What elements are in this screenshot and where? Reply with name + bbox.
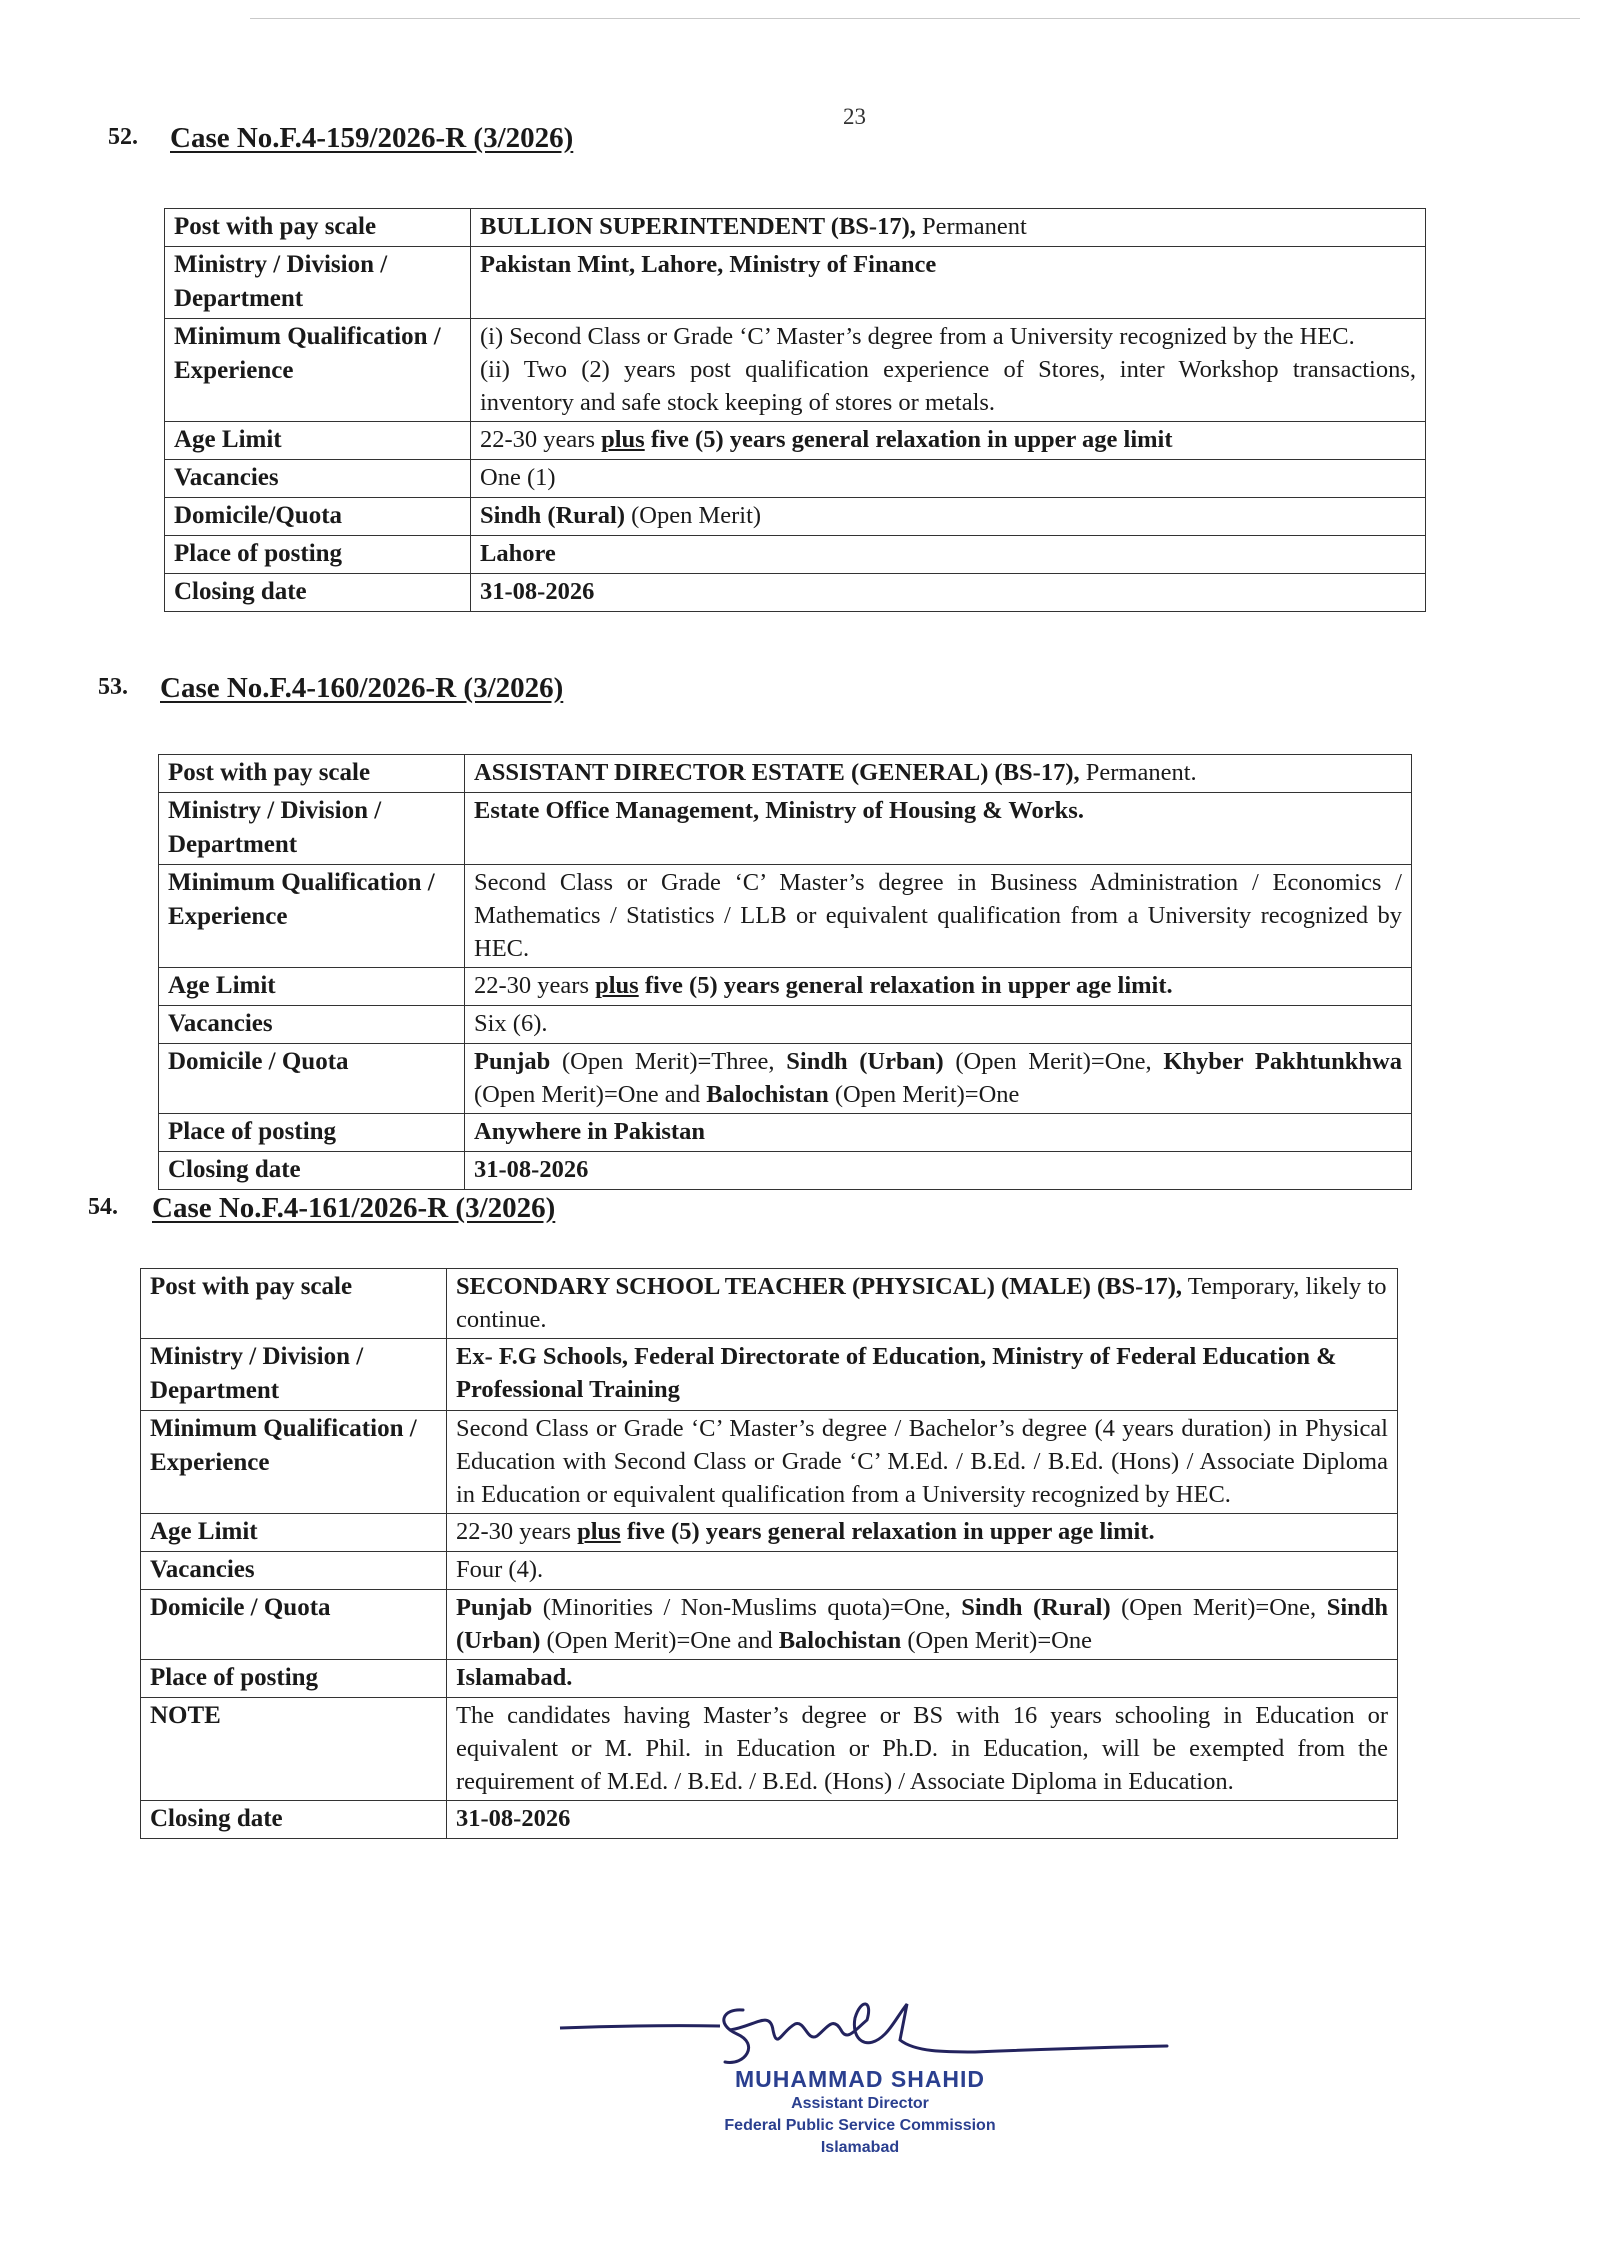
row-label: Vacancies [141, 1552, 447, 1590]
age-range: 22-30 years [456, 1518, 578, 1545]
table-row [159, 755, 1412, 793]
table-row [165, 319, 1426, 422]
qualification-item: (i) Second Class or Grade ‘C’ Master’s degree from a University recognized by the HEC. [480, 323, 1355, 350]
quota-detail: (Open Merit)=One [828, 1081, 1020, 1108]
row-value: 31-08-2026 [447, 1801, 1398, 1839]
row-value: Ex- F.G Schools, Federal Directorate of Education, Ministry of Federal Education & Professional Training [447, 1339, 1398, 1411]
age-plus: plus [601, 426, 645, 453]
row-value: Six (6). [465, 1006, 1412, 1044]
row-value [465, 755, 1412, 793]
row-value [465, 968, 1412, 1006]
table-row [159, 968, 1412, 1006]
domicile-quota: (Open Merit) [625, 502, 762, 529]
row-label: Ministry / Division / Department [159, 793, 465, 865]
post-title: ASSISTANT DIRECTOR ESTATE (GENERAL) (BS-17), [474, 759, 1080, 786]
row-label: Age Limit [165, 422, 471, 460]
post-status: Permanent [915, 213, 1027, 240]
post-status: Temporary, likely to continue. [456, 1273, 1387, 1333]
row-label: Closing date [141, 1801, 447, 1839]
row-value: Second Class or Grade ‘C’ Master’s degree / Bachelor’s degree (4 years duration) in Physical Education with Second Class or Grade ‘C’ M.Ed. / B.Ed. / B.Ed. (Hons) / Associate Diploma in Education or equivalent qualification from a University recognized by HEC. [447, 1411, 1398, 1514]
table-row [159, 1114, 1412, 1152]
vacancy-table [158, 754, 1412, 1190]
quota-detail: (Open Merit)=One, [1110, 1594, 1327, 1621]
post-title: SECONDARY SCHOOL TEACHER (PHYSICAL) (MALE) (BS-17), [456, 1273, 1183, 1300]
table-row [165, 247, 1426, 319]
table-row [159, 793, 1412, 865]
row-value: 31-08-2026 [471, 574, 1426, 612]
case-number: 53. [98, 674, 128, 700]
table-row [165, 422, 1426, 460]
row-label: Place of posting [165, 536, 471, 574]
age-plus: plus [595, 972, 639, 999]
row-label: Post with pay scale [159, 755, 465, 793]
row-value: Anywhere in Pakistan [465, 1114, 1412, 1152]
row-label: Minimum Qualification / Experience [141, 1411, 447, 1514]
quota-region: Balochistan [706, 1081, 829, 1108]
case-54 [88, 1192, 1410, 1839]
page-top-rule [250, 18, 1580, 19]
case-title: Case No.F.4-159/2026-R (3/2026) [170, 122, 574, 154]
row-value [471, 422, 1426, 460]
row-value: One (1) [471, 460, 1426, 498]
case-number: 52. [108, 124, 138, 150]
post-status: Permanent. [1079, 759, 1197, 786]
table-row [159, 1152, 1412, 1190]
case-title: Case No.F.4-160/2026-R (3/2026) [160, 672, 564, 704]
age-relaxation: five (5) years general relaxation in upper age limit [644, 426, 1173, 453]
age-relaxation: five (5) years general relaxation in upper age limit. [638, 972, 1173, 999]
row-label: NOTE [141, 1698, 447, 1801]
signatory-city: Islamabad [820, 2139, 900, 2156]
row-label: Place of posting [141, 1660, 447, 1698]
signatory-name: MUHAMMAD SHAHID [734, 2066, 986, 2092]
table-row [165, 460, 1426, 498]
domicile-region: Sindh (Rural) [480, 502, 626, 529]
row-value: Four (4). [447, 1552, 1398, 1590]
row-value [447, 1269, 1398, 1339]
table-row [141, 1590, 1398, 1660]
qualification-item: (ii) Two (2) years post qualification experience of Stores, inter Workshop transactions, inventory and safe stock keeping of stores or metals. [480, 356, 1416, 416]
row-value [471, 319, 1426, 422]
row-value: Lahore [471, 536, 1426, 574]
table-row [165, 498, 1426, 536]
table-row [159, 1006, 1412, 1044]
row-label: Closing date [159, 1152, 465, 1190]
row-value [447, 1514, 1398, 1552]
quota-detail: (Open Merit)=One [901, 1627, 1092, 1654]
age-range: 22-30 years [474, 972, 596, 999]
row-label: Post with pay scale [165, 209, 471, 247]
table-row [141, 1801, 1398, 1839]
table-row [141, 1552, 1398, 1590]
row-label: Vacancies [159, 1006, 465, 1044]
signatory-designation: Assistant Director [791, 2095, 929, 2112]
table-row [159, 1044, 1412, 1114]
table-row [141, 1660, 1398, 1698]
case-heading [108, 122, 1426, 208]
row-label: Minimum Qualification / Experience [165, 319, 471, 422]
quota-region: Punjab [456, 1594, 533, 1621]
row-label: Domicile/Quota [165, 498, 471, 536]
signatory-block [650, 2066, 1070, 2159]
row-label: Ministry / Division / Department [165, 247, 471, 319]
table-row [141, 1339, 1398, 1411]
table-row [165, 209, 1426, 247]
vacancy-table [164, 208, 1426, 612]
row-value: Pakistan Mint, Lahore, Ministry of Finance [471, 247, 1426, 319]
row-label: Vacancies [165, 460, 471, 498]
row-value: Islamabad. [447, 1660, 1398, 1698]
quota-detail: (Open Merit)=One and [540, 1627, 779, 1654]
case-title: Case No.F.4-161/2026-R (3/2026) [152, 1192, 556, 1224]
row-label: Domicile / Quota [141, 1590, 447, 1660]
quota-region: Khyber Pakhtunkhwa [1163, 1048, 1402, 1075]
row-label: Minimum Qualification / Experience [159, 865, 465, 968]
table-row [141, 1411, 1398, 1514]
table-row [165, 574, 1426, 612]
age-relaxation: five (5) years general relaxation in upper age limit. [620, 1518, 1155, 1545]
vacancy-table [140, 1268, 1398, 1839]
row-value: Second Class or Grade ‘C’ Master’s degree in Business Administration / Economics / Mathematics / Statistics / LLB or equivalent qualification from a University recognized by HEC. [465, 865, 1412, 968]
row-label: Age Limit [159, 968, 465, 1006]
table-row [141, 1698, 1398, 1801]
quota-detail: (Minorities / Non-Muslims quota)=One, [532, 1594, 962, 1621]
quota-region: Sindh (Urban) [786, 1048, 944, 1075]
age-plus: plus [577, 1518, 621, 1545]
table-row [159, 865, 1412, 968]
quota-detail: (Open Merit)=One and [474, 1081, 707, 1108]
table-row [165, 536, 1426, 574]
table-row [141, 1514, 1398, 1552]
case-52 [108, 122, 1426, 612]
row-label: Place of posting [159, 1114, 465, 1152]
quota-detail: (Open Merit)=One, [943, 1048, 1164, 1075]
signatory-organization: Federal Public Service Commission [724, 2117, 996, 2134]
case-number: 54. [88, 1194, 118, 1220]
row-value: The candidates having Master’s degree or BS with 16 years schooling in Education or equivalent or M. Phil. in Education or Ph.D. in Education, will be exempted from the requirement of M.Ed. / B.Ed. / B.Ed. (Hons) / Associate Diploma in Education. [447, 1698, 1398, 1801]
row-label: Post with pay scale [141, 1269, 447, 1339]
quota-region: Sindh (Rural) [961, 1594, 1111, 1621]
quota-detail: (Open Merit)=Three, [550, 1048, 787, 1075]
quota-region: Punjab [474, 1048, 551, 1075]
row-value [447, 1590, 1398, 1660]
row-value [465, 1044, 1412, 1114]
row-label: Domicile / Quota [159, 1044, 465, 1114]
case-heading [98, 672, 1416, 754]
row-value [471, 209, 1426, 247]
row-value [471, 498, 1426, 536]
row-value: 31-08-2026 [465, 1152, 1412, 1190]
quota-region: Sindh (Urban) [456, 1594, 1388, 1654]
row-value: Estate Office Management, Ministry of Housing & Works. [465, 793, 1412, 865]
table-row [141, 1269, 1398, 1339]
row-label: Closing date [165, 574, 471, 612]
quota-region: Balochistan [778, 1627, 902, 1654]
post-title: BULLION SUPERINTENDENT (BS-17), [480, 213, 916, 240]
age-range: 22-30 years [480, 426, 602, 453]
row-label: Ministry / Division / Department [141, 1339, 447, 1411]
page-number: 23 [843, 104, 866, 129]
row-label: Age Limit [141, 1514, 447, 1552]
case-53 [98, 672, 1416, 1190]
case-heading [88, 1192, 1410, 1268]
